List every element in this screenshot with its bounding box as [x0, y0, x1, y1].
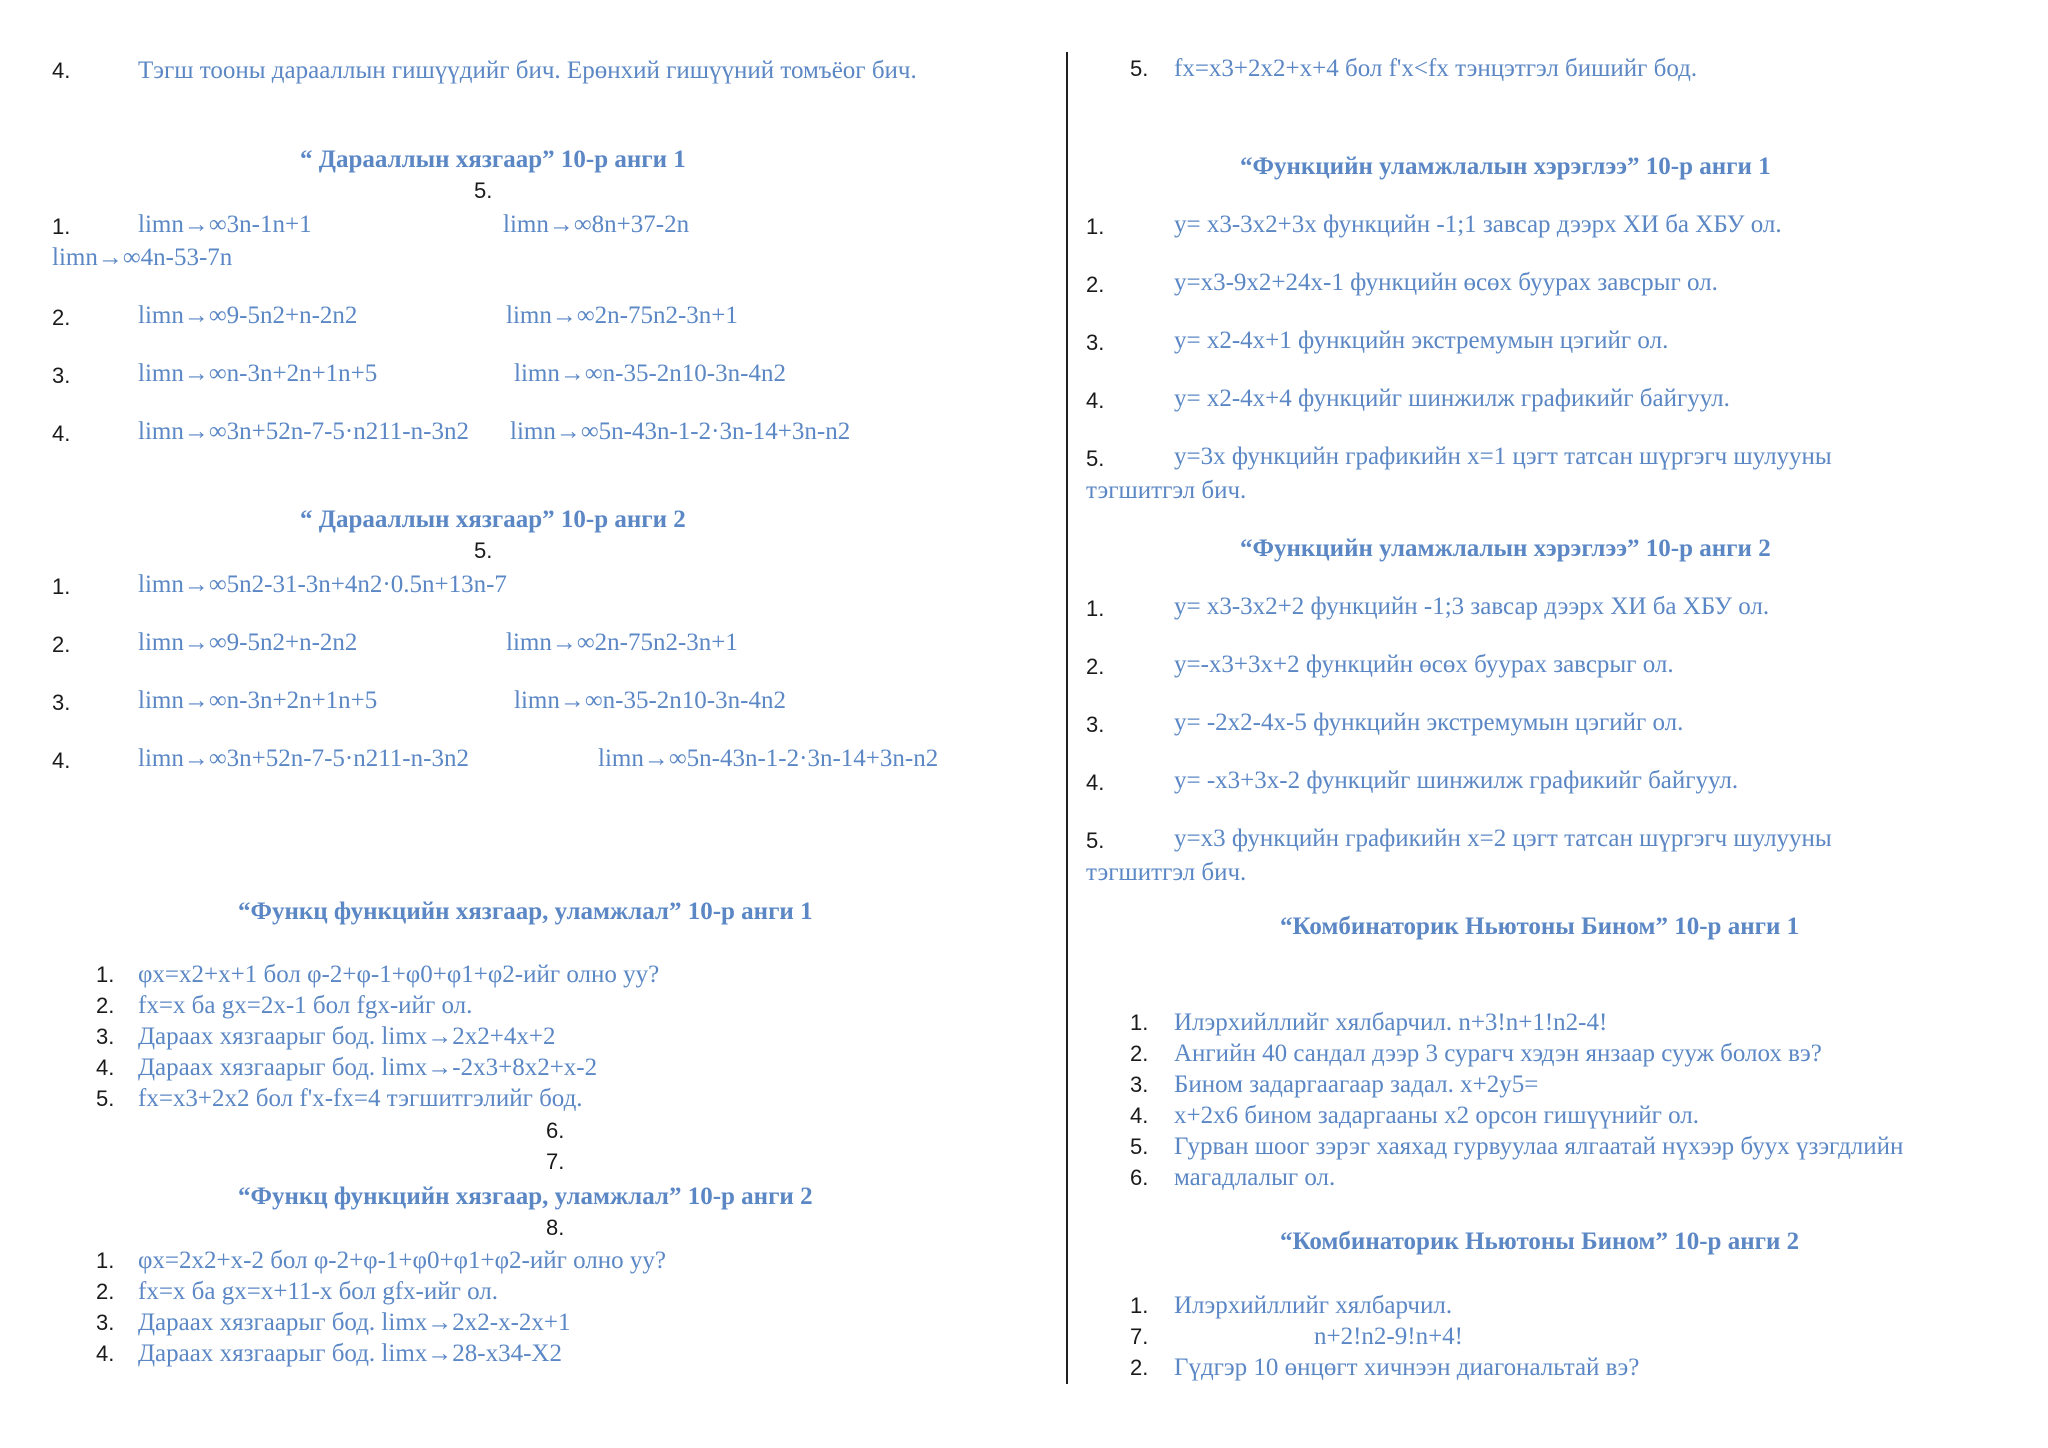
item-text: магадлалыг ол. [1174, 1164, 1336, 1191]
item-number: 2. [1086, 654, 1105, 679]
item-text: Тэгш тооны дарааллын гишүүдийг бич. Ерөнхий гишүүний томъёог бич. [138, 57, 917, 84]
item-number: 2. [96, 1279, 115, 1304]
item-number: 1. [52, 214, 71, 239]
stray-number: 5. [474, 538, 493, 563]
section-title: “Комбинаторик Ньютоны Бином” 10-р анги 2 [1280, 1228, 1800, 1255]
stray-number: 8. [546, 1215, 565, 1240]
formula: limn→∞n-35-2n10-3n-4n2 [514, 360, 786, 387]
item-text: y= x2-4x+1 функцийн экстремумын цэгийг ол. [1174, 327, 1669, 354]
item-number: 1. [96, 1248, 115, 1273]
item-number: 7. [1130, 1324, 1149, 1349]
item-number: 4. [1130, 1103, 1149, 1128]
item-text: fx=x3+2x2 бол f'x-fx=4 тэгшитгэлийг бод. [138, 1085, 583, 1112]
item-number: 3. [1086, 712, 1105, 737]
stray-number: 6. [546, 1118, 565, 1143]
formula: limn→∞9-5n2+n-2n2 [138, 629, 358, 656]
item-text: y= x2-4x+4 функцийг шинжилж графикийг байгуул. [1174, 385, 1730, 412]
item-number: 4. [96, 1055, 115, 1080]
item-text: y= x3-3x2+3x функцийн -1;1 завсар дээрх ХИ ба ХБУ ол. [1174, 211, 1782, 238]
item-text: n+2!n2-9!n+4! [1314, 1323, 1463, 1350]
item-number: 5. [96, 1086, 115, 1111]
item-number: 2. [52, 632, 71, 657]
item-text: Дараах хязгаарыг бод. limx→28-x34-X2 [138, 1340, 562, 1367]
item-number: 4. [52, 58, 71, 83]
item-text: y=x3-9x2+24x-1 функцийн өсөх буурах завсрыг ол. [1174, 269, 1718, 296]
item-text: φx=x2+x+1 бол φ-2+φ-1+φ0+φ1+φ2-ийг олно уу? [138, 961, 660, 988]
formula: limn→∞8n+37-2n [503, 211, 690, 238]
item-number: 1. [1086, 214, 1105, 239]
item-text: Дараах хязгаарыг бод. limx→-2x3+8x2+x-2 [138, 1054, 598, 1081]
item-text: y=-x3+3x+2 функцийн өсөх буурах завсрыг ол. [1174, 651, 1674, 678]
item-number: 5. [1130, 1134, 1149, 1159]
section-title: “Функц функцийн хязгаар, уламжлал” 10-р анги 1 [238, 898, 813, 925]
formula: limn→∞5n2-31-3n+4n2·0.5n+13n-7 [138, 571, 507, 598]
item-number: 4. [52, 748, 71, 773]
item-number: 3. [96, 1024, 115, 1049]
formula: limn→∞n-35-2n10-3n-4n2 [514, 687, 786, 714]
item-number: 3. [1086, 330, 1105, 355]
item-number: 2. [1130, 1355, 1149, 1380]
item-number: 6. [1130, 1165, 1149, 1190]
item-text: Илэрхийллийг хялбарчил. n+3!n+1!n2-4! [1174, 1009, 1608, 1036]
formula: limn→∞2n-75n2-3n+1 [506, 629, 738, 656]
formula: limn→∞n-3n+2n+1n+5 [138, 360, 378, 387]
item-number: 3. [96, 1310, 115, 1335]
item-number: 1. [1086, 596, 1105, 621]
formula: limn→∞5n-43n-1-2·3n-14+3n-n2 [510, 418, 851, 445]
formula: limn→∞9-5n2+n-2n2 [138, 302, 358, 329]
item-number: 3. [52, 690, 71, 715]
item-text: x+2x6 бином задаргааны x2 орсон гишүүнийг ол. [1174, 1102, 1699, 1129]
item-number: 5. [1086, 828, 1105, 853]
formula: limn→∞3n+52n-7-5·n211-n-3n2 [138, 745, 469, 772]
item-number: 4. [52, 421, 71, 446]
section-title: “Функцийн уламжлалын хэрэглээ” 10-р анги 1 [1240, 153, 1771, 180]
section-title: “Функцийн уламжлалын хэрэглээ” 10-р анги 2 [1240, 535, 1771, 562]
formula: limn→∞4n-53-7n [52, 244, 233, 271]
item-text: fx=x3+2x2+x+4 бол f'x<fx тэнцэтгэл бишийг бод. [1174, 55, 1698, 82]
section-title: “ Дарааллын хязгаар” 10-р анги 1 [300, 146, 686, 173]
formula: limn→∞3n+52n-7-5·n211-n-3n2 [138, 418, 469, 445]
item-text: y=3x функцийн графикийн x=1 цэгт татсан шүргэгч шулууны [1174, 443, 1832, 470]
item-number: 1. [96, 962, 115, 987]
formula: limn→∞2n-75n2-3n+1 [506, 302, 738, 329]
item-number: 4. [1086, 388, 1105, 413]
item-text: Ангийн 40 сандал дээр 3 сурагч хэдэн янзаар сууж болох вэ? [1174, 1040, 1822, 1067]
item-number: 1. [1130, 1010, 1149, 1035]
item-text: Бином задаргаагаар задал. x+2y5= [1174, 1071, 1539, 1098]
item-number: 1. [1130, 1293, 1149, 1318]
item-number: 5. [1086, 446, 1105, 471]
right-column [1068, 0, 2048, 1448]
section-title: “Функц функцийн хязгаар, уламжлал” 10-р анги 2 [238, 1183, 813, 1210]
formula: limn→∞3n-1n+1 [138, 211, 312, 238]
item-text: fx=x ба gx=x+11-x бол gfx-ийг ол. [138, 1278, 499, 1305]
item-text: Гүдгэр 10 өнцөгт хичнээн диагональтай вэ? [1174, 1354, 1640, 1381]
stray-number: 5. [474, 178, 493, 203]
item-text-continued: тэгшитгэл бич. [1086, 477, 1247, 504]
item-number: 4. [1086, 770, 1105, 795]
stray-number: 7. [546, 1149, 565, 1174]
item-text: y=x3 функцийн графикийн x=2 цэгт татсан шүргэгч шулууны [1174, 825, 1832, 852]
section-title: “ Дарааллын хязгаар” 10-р анги 2 [300, 506, 686, 533]
item-number: 2. [96, 993, 115, 1018]
section-title: “Комбинаторик Ньютоны Бином” 10-р анги 1 [1280, 913, 1800, 940]
item-number: 1. [52, 574, 71, 599]
item-text: fx=x ба gx=2x-1 бол fgx-ийг ол. [138, 992, 473, 1019]
item-text: y= x3-3x2+2 функцийн -1;3 завсар дээрх ХИ ба ХБУ ол. [1174, 593, 1770, 620]
item-number: 2. [1130, 1041, 1149, 1066]
item-text: φx=2x2+x-2 бол φ-2+φ-1+φ0+φ1+φ2-ийг олно уу? [138, 1247, 666, 1274]
item-text: Илэрхийллийг хялбарчил. [1174, 1292, 1453, 1319]
item-text: y= -x3+3x-2 функцийг шинжилж графикийг байгуул. [1174, 767, 1739, 794]
item-number: 4. [96, 1341, 115, 1366]
formula: limn→∞5n-43n-1-2·3n-14+3n-n2 [598, 745, 939, 772]
formula: limn→∞n-3n+2n+1n+5 [138, 687, 378, 714]
item-number: 2. [52, 305, 71, 330]
item-text: Гурван шоог зэрэг хаяхад гурвуулаа ялгаатай нүхээр буух үзэгдлийн [1174, 1133, 1904, 1160]
item-text: y= -2x2-4x-5 функцийн экстремумын цэгийг ол. [1174, 709, 1684, 736]
item-text: Дараах хязгаарыг бод. limx→2x2+4x+2 [138, 1023, 556, 1050]
item-text-continued: тэгшитгэл бич. [1086, 859, 1247, 886]
item-text: Дараах хязгаарыг бод. limx→2x2-x-2x+1 [138, 1309, 571, 1336]
item-number: 3. [1130, 1072, 1149, 1097]
item-number: 3. [52, 363, 71, 388]
item-number: 2. [1086, 272, 1105, 297]
item-number: 5. [1130, 56, 1149, 81]
